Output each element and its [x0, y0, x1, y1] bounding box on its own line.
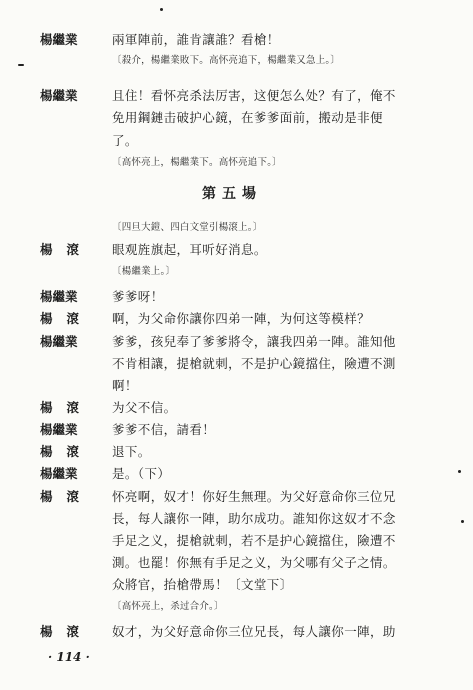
speaker-label: 楊滾 [40, 242, 94, 257]
scan-speck [18, 64, 24, 66]
stage-direction: 〔楊繼業上。〕 [112, 266, 176, 277]
dialogue-text: 眼观旌旗起，耳听好消息。 [112, 242, 267, 257]
dialogue-text: 众將官，抬槍帶馬！〔文堂下〕 [112, 577, 293, 592]
stage-direction: 〔高怀亮上，楊繼業下。高怀亮追下。〕 [112, 157, 282, 168]
page-number: · 114 · [48, 650, 90, 664]
dialogue-text: 怀亮啊，奴才！你好生無理。为父好意命你三位兄 [112, 489, 396, 504]
dialogue-text: 啊！ [112, 378, 138, 393]
dialogue-text: 奴才，为父好意命你三位兄長，每人讓你一陣，助 [112, 624, 396, 639]
speaker-label: 楊繼業 [40, 289, 78, 304]
speaker-label: 楊繼業 [40, 334, 78, 349]
speaker-label: 楊滾 [40, 311, 94, 326]
dialogue-text: 啊，为父命你讓你四弟一陣，为何这等模样？ [112, 311, 371, 326]
speaker-label: 楊滾 [40, 624, 94, 639]
speaker-label: 楊滾 [40, 400, 94, 415]
stage-direction: 〔殺介，楊繼業敗下。高怀亮追下，楊繼業又急上。〕 [112, 55, 341, 66]
dialogue-text: 是。（下） [112, 466, 171, 481]
dialogue-text: 測。也罷！你無有手足之义，为父哪有父子之情。 [112, 555, 396, 570]
speaker-label: 楊繼業 [40, 422, 78, 437]
dialogue-text: 且住！看怀亮杀法厉害，这便怎么处？有了，俺不 [112, 88, 396, 103]
speaker-label: 楊繼業 [40, 32, 78, 47]
speaker-label: 楊滾 [40, 489, 94, 504]
dialogue-text: 了。 [112, 133, 138, 148]
speaker-label: 楊滾 [40, 444, 94, 459]
dialogue-text: 免用鋼鏈击破护心鏡，在爹爹面前，搬动是非便 [112, 110, 383, 125]
dialogue-text: 不肯相讓，提槍就刺，不是护心鏡擋住，險遭不測 [112, 356, 396, 371]
dialogue-text: 手足之义，提槍就刺，若不是护心鏡擋住，險遭不 [112, 533, 396, 548]
dialogue-text: 退下。 [112, 444, 151, 459]
dialogue-text: 为父不信。 [112, 400, 177, 415]
scene-title: 第五場 [202, 186, 262, 202]
dialogue-text: 爹爹，孩兒奉了爹爹將令，讓我四弟一陣。誰知他 [112, 334, 396, 349]
dialogue-text: 兩軍陣前，誰肯讓誰？看槍！ [112, 32, 280, 47]
scan-speck [461, 520, 464, 523]
speaker-label: 楊繼業 [40, 466, 78, 481]
dialogue-text: 爹爹不信，請看！ [112, 422, 216, 437]
scan-speck [160, 8, 163, 11]
scan-speck [458, 470, 461, 473]
dialogue-text: 長，每人讓你一陣，助尔成功。誰知你这奴才不念 [112, 511, 396, 526]
speaker-label: 楊繼業 [40, 88, 78, 103]
stage-direction: 〔四旦大鎧、四白文堂引楊滾上。〕 [112, 222, 263, 233]
stage-direction: 〔高怀亮上，杀过合介。〕 [112, 601, 224, 612]
dialogue-text: 爹爹呀！ [112, 289, 164, 304]
